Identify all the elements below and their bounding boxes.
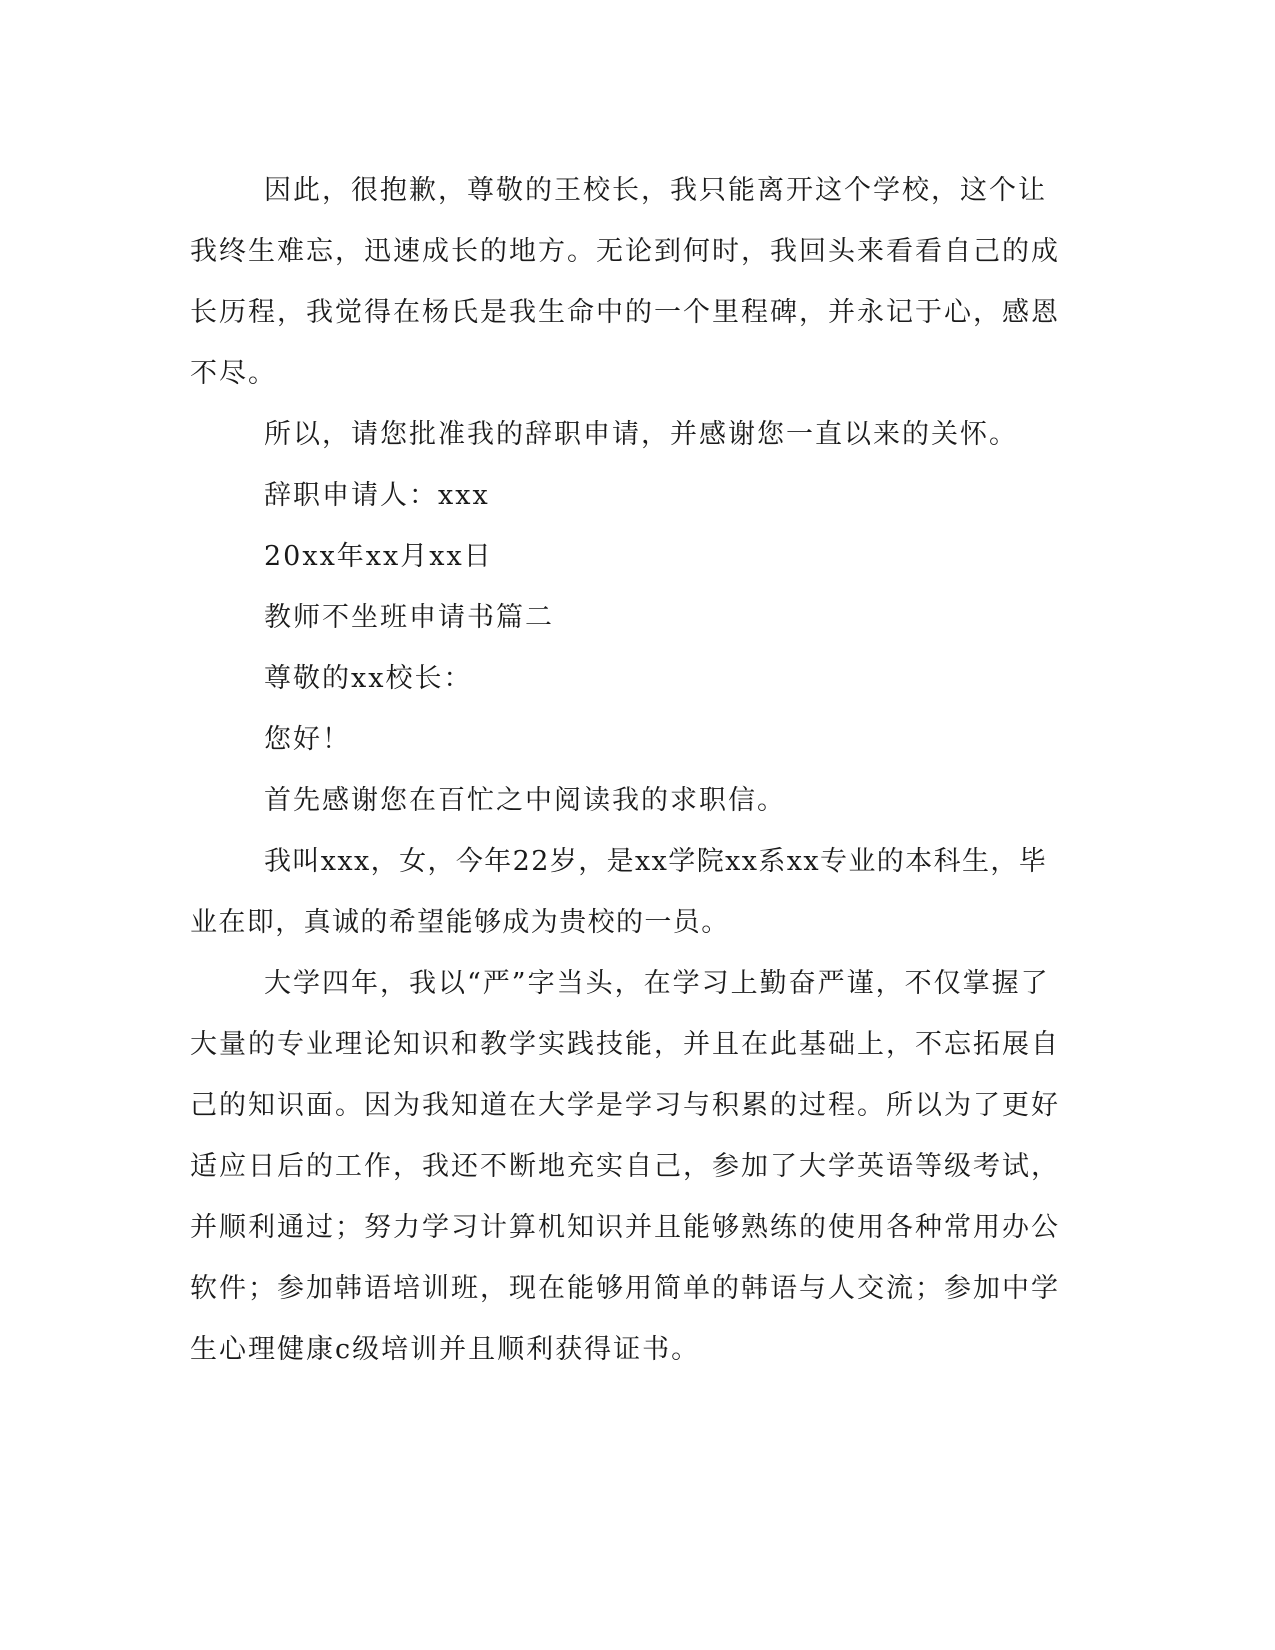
- paragraph-apology: 因此，很抱歉，尊敬的王校长，我只能离开这个学校，这个让我终生难忘，迅速成长的地方。无论到何时，我回头来看看自己的成长历程，我觉得在杨氏是我生命中的一个里程碑，并永记于心，感恩不尽。: [190, 175, 1060, 389]
- paragraph-introduction: 我叫xxx，女，今年22岁，是xx学院xx系xx专业的本科生，毕业在即，真诚的希望能够成为贵校的一员。: [190, 846, 1048, 938]
- salutation: 尊敬的xx校长：: [264, 663, 473, 694]
- signature-applicant: 辞职申请人：xxx: [264, 480, 490, 511]
- greeting: 您好！: [264, 724, 351, 755]
- paragraph-university-experience: 大学四年，我以“严”字当头，在学习上勤奋严谨，不仅掌握了大量的专业理论知识和教学实践技能，并且在此基础上，不忘拓展自己的知识面。因为我知道在大学是学习与积累的过程。所以为了更好适应日后的工作，我还不断地充实自己，参加了大学英语等级考试，并顺利通过；努力学习计算机知识并且能够熟练的使用各种常用办公软件；参加韩语培训班，现在能够用简单的韩语与人交流；参加中学生心理健康c级培训并且顺利获得证书。: [190, 968, 1060, 1365]
- document-body: [190, 160, 1075, 1380]
- paragraph-thanks: 首先感谢您在百忙之中阅读我的求职信。: [264, 785, 786, 816]
- signature-date: 20xx年xx月xx日: [264, 541, 493, 572]
- paragraph-request-approval: 所以，请您批准我的辞职申请，并感谢您一直以来的关怀。: [264, 419, 1018, 450]
- section-title: 教师不坐班申请书篇二: [264, 602, 554, 633]
